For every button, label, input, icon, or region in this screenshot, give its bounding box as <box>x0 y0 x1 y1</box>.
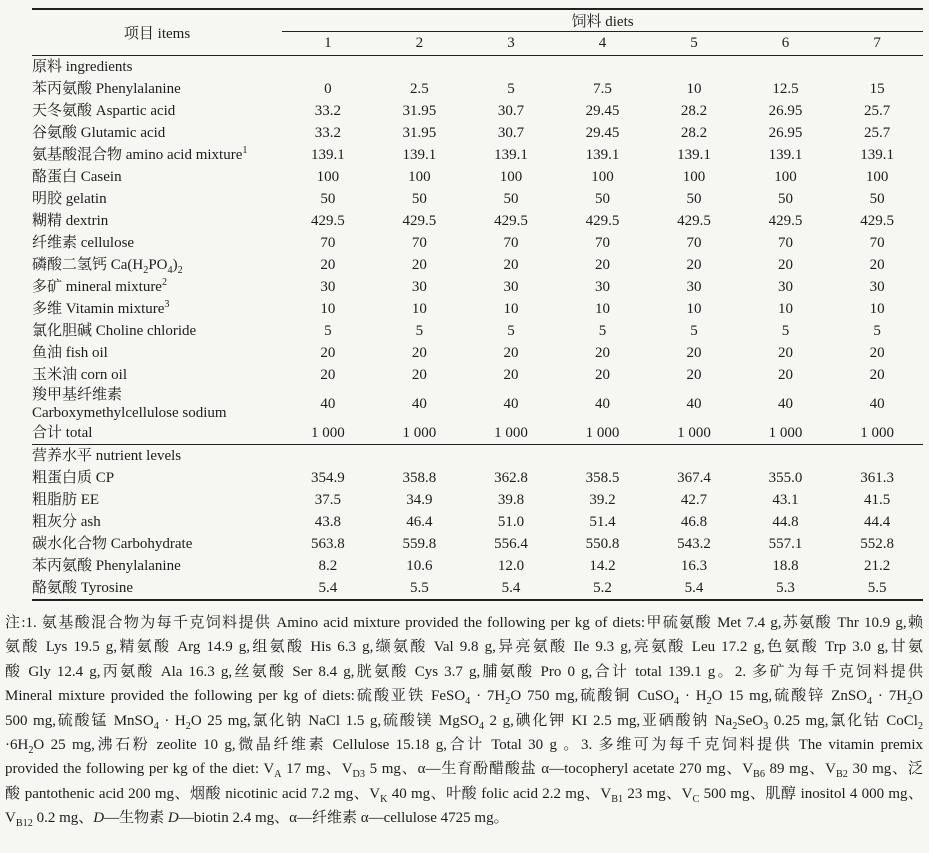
items-column-header: 项目 items <box>32 9 282 56</box>
cell-value: 5.5 <box>410 580 429 596</box>
row-label: 碳水化合物 Carbohydrate <box>32 536 193 552</box>
diet-column-header: 6 <box>740 32 832 56</box>
cell-value: 20 <box>411 345 427 361</box>
cell-value: 139.1 <box>860 147 895 163</box>
row-label: 玉米油 corn oil <box>32 367 127 383</box>
row-label: 多矿 mineral mixture$^2$ <box>32 277 168 295</box>
row-label: 氨基酸混合物 amino acid mixture$^1$ <box>32 145 248 163</box>
row-label: 羧甲基纤维素 Carboxymethylcellulose sodium <box>32 387 227 421</box>
cell-value: 1 000 <box>831 422 923 445</box>
diet-column-header: 3 <box>465 32 557 56</box>
cell-value: 8.2 <box>318 558 338 574</box>
row-label: 多维 Vitamin mixture$^3$ <box>32 299 170 317</box>
cell-value: 139.1 <box>494 147 528 163</box>
cell-value: 41.5 <box>864 492 891 508</box>
table-row <box>32 210 923 232</box>
cell-value: 5.4 <box>501 580 521 596</box>
cell-value: 39.8 <box>497 492 525 508</box>
footnote-line: 酸 Gly 12.4 g,丙氨酸 Ala 16.3 g,丝氨酸 Ser 8.4 g,胱氨酸 Cys 3.7 g,脯氨酸 Pro 0 g,合计 total 139.1 g。2. 多矿为每千克饲料提供 <box>5 663 923 680</box>
cell-value: 42.7 <box>680 492 708 508</box>
row-label: 谷氨酸 Glutamic acid <box>32 125 166 141</box>
cell-value: 12.5 <box>772 81 799 97</box>
section-title: 原料 ingredients <box>32 59 133 75</box>
cell-value: 362.8 <box>494 470 528 486</box>
cell-value: 139.1 <box>311 147 345 163</box>
cell-value: 40 <box>869 396 885 412</box>
table-row <box>32 467 923 489</box>
cell-value: 20 <box>778 345 794 361</box>
cell-value: 16.3 <box>680 558 708 574</box>
cell-value: 1 000 <box>648 422 740 445</box>
cell-value: 50 <box>778 191 794 207</box>
cell-value: 557.1 <box>768 536 803 552</box>
cell-value: 10 <box>686 301 702 317</box>
cell-value: 14.2 <box>589 558 616 574</box>
cell-value: 46.4 <box>406 514 433 530</box>
diet-column-header: 2 <box>374 32 466 56</box>
footnote-line: provided the following per kg of the diet: $V_A$ 17 mg、$V_{D3}$ 5 mg、α—生育酚醋酸盐 α—tocopheryl acetate 270 mg、$V_{B6}$ 89 mg、$V_{B2}$ 30 mg、泛 <box>5 761 923 781</box>
table-row <box>32 555 923 577</box>
cell-value: 70 <box>503 235 519 251</box>
diet-column-header: 1 <box>282 32 374 56</box>
cell-value: 139.1 <box>768 147 803 163</box>
cell-value: 70 <box>411 235 427 251</box>
table-row <box>32 166 923 188</box>
cell-value: 361.3 <box>860 470 895 486</box>
row-label: 酪蛋白 Casein <box>32 169 122 185</box>
cell-value: 559.8 <box>402 536 437 552</box>
cell-value: 429.5 <box>494 213 528 229</box>
diet-composition-table <box>32 8 923 601</box>
cell-value: 5 <box>873 323 881 339</box>
cell-value: 51.0 <box>497 514 525 530</box>
table-row <box>32 364 923 386</box>
cell-value: 33.2 <box>314 103 341 119</box>
cell-value: 10 <box>503 301 519 317</box>
cell-value: 20 <box>594 367 610 383</box>
cell-value: 5 <box>507 323 515 339</box>
row-label: 纤维素 cellulose <box>32 235 135 251</box>
footnote-line: $V_{B12}$ 0.2 mg、D—生物素 D—biotin 2.4 mg、α—纤维素 α—cellulose 4725 mg。 <box>5 810 509 830</box>
cell-value: 40 <box>594 396 610 412</box>
table-row <box>32 533 923 555</box>
table-row <box>32 144 923 166</box>
cell-value: 20 <box>320 367 336 383</box>
cell-value: 5.3 <box>776 580 795 596</box>
cell-value: 429.5 <box>585 213 620 229</box>
cell-value: 70 <box>320 235 336 251</box>
cell-value: 100 <box>316 169 340 185</box>
cell-value: 25.7 <box>864 103 891 119</box>
table-row <box>32 422 923 445</box>
cell-value: 50 <box>869 191 885 207</box>
cell-value: 5.2 <box>593 580 612 596</box>
cell-value: 20 <box>503 367 519 383</box>
row-label: 糊精 dextrin <box>32 213 109 229</box>
cell-value: 37.5 <box>314 492 341 508</box>
cell-value: 20 <box>686 257 702 273</box>
cell-value: 12.0 <box>497 558 525 574</box>
cell-value: 44.4 <box>864 514 891 530</box>
cell-value: 20 <box>411 367 427 383</box>
cell-value: 100 <box>865 169 889 185</box>
table-row <box>32 511 923 533</box>
cell-value: 40 <box>503 396 519 412</box>
cell-value: 1 000 <box>557 422 649 445</box>
cell-value: 10 <box>411 301 427 317</box>
cell-value: 20 <box>869 345 885 361</box>
cell-value: 30.7 <box>497 103 525 119</box>
row-label: 磷酸二氢钙 $Ca(H_2PO_4)_2$ <box>32 257 183 276</box>
cell-value: 10 <box>778 301 794 317</box>
footnote-line: 酸 pantothenic acid 200 mg、烟酸 nicotinic acid 7.2 mg、$V_K$ 40 mg、叶酸 folic acid 2.2 mg、$V_{B1}$ 23 mg、$V_C$ 500 mg、肌醇 inositol 4 000 mg、 <box>5 785 923 805</box>
cell-value: 10 <box>594 301 610 317</box>
cell-value: 20 <box>686 345 702 361</box>
row-label: 粗脂肪 EE <box>32 492 100 508</box>
cell-value: 139.1 <box>585 147 620 163</box>
row-label: 天冬氨酸 Aspartic acid <box>32 103 176 119</box>
row-label: 氯化胆碱 Choline chloride <box>32 323 197 339</box>
cell-value: 5 <box>324 323 332 339</box>
cell-value: 100 <box>682 169 706 185</box>
table-row <box>32 276 923 298</box>
cell-value: 5.4 <box>318 580 338 596</box>
cell-value: 0 <box>324 81 332 97</box>
cell-value: 429.5 <box>311 213 345 229</box>
cell-value: 50 <box>686 191 702 207</box>
cell-value: 355.0 <box>768 470 803 486</box>
table-footnotes <box>5 611 923 831</box>
cell-value: 100 <box>591 169 614 185</box>
cell-value: 139.1 <box>402 147 437 163</box>
cell-value: 429.5 <box>402 213 437 229</box>
cell-value: 40 <box>320 396 336 412</box>
cell-value: 20 <box>686 367 702 383</box>
cell-value: 139.1 <box>677 147 711 163</box>
section-title-row <box>32 56 923 79</box>
cell-value: 20 <box>869 257 885 273</box>
cell-value: 43.8 <box>314 514 341 530</box>
cell-value: 358.8 <box>402 470 437 486</box>
table-row <box>32 577 923 600</box>
table-row <box>32 122 923 144</box>
cell-value: 31.95 <box>402 125 437 141</box>
cell-value: 70 <box>686 235 702 251</box>
cell-value: 28.2 <box>680 125 708 141</box>
cell-value: 50 <box>594 191 610 207</box>
row-label: 苯丙氨酸 Phenylalanine <box>32 81 181 97</box>
cell-value: 31.95 <box>402 103 437 119</box>
cell-value: 20 <box>594 257 610 273</box>
cell-value: 5.4 <box>684 580 704 596</box>
cell-value: 1 000 <box>740 422 832 445</box>
cell-value: 40 <box>686 396 702 412</box>
footnote-line: 注:1. 氨基酸混合物为每千克饲料提供 Amino acid mixture provided the following per kg of diets:甲硫氨酸 Met 7.4 g,苏氨酸 Thr 10.9 g,赖 <box>5 615 923 631</box>
diets-group-header: 饲料 diets <box>282 9 923 32</box>
table-row <box>32 386 923 422</box>
row-label: 合计 total <box>32 422 282 445</box>
table-row <box>32 298 923 320</box>
row-label: 鱼油 fish oil <box>32 345 108 361</box>
cell-value: 34.9 <box>406 492 433 508</box>
cell-value: 30 <box>503 279 519 295</box>
cell-value: 100 <box>774 169 797 185</box>
cell-value: 33.2 <box>314 125 341 141</box>
table-row <box>32 489 923 511</box>
table-row <box>32 188 923 210</box>
cell-value: 44.8 <box>772 514 799 530</box>
cell-value: 5 <box>598 323 607 339</box>
cell-value: 70 <box>869 235 885 251</box>
cell-value: 26.95 <box>768 125 803 141</box>
cell-value: 70 <box>778 235 794 251</box>
row-label: 酪氨酸 Tyrosine <box>32 580 134 596</box>
cell-value: 25.7 <box>864 125 891 141</box>
cell-value: 429.5 <box>677 213 711 229</box>
table-row <box>32 254 923 276</box>
cell-value: 21.2 <box>864 558 891 574</box>
section-title: 营养水平 nutrient levels <box>32 448 182 464</box>
cell-value: 30 <box>778 279 794 295</box>
cell-value: 30 <box>869 279 885 295</box>
row-label: 粗灰分 ash <box>32 514 101 530</box>
cell-value: 100 <box>499 169 523 185</box>
diets-header-row <box>32 9 923 32</box>
cell-value: 20 <box>320 257 336 273</box>
cell-value: 10 <box>869 301 885 317</box>
cell-value: 30.7 <box>497 125 525 141</box>
footnote-line: Mineral mixture provided the following per kg of diets:硫酸亚铁 FeSO$_4$ · $7H_2O$ 750 mg,硫酸铜 CuSO$_4$ · $H_2O$ 15 mg,硫酸锌 ZnSO$_4$ · $7H_2O$ <box>5 688 924 708</box>
cell-value: 28.2 <box>680 103 708 119</box>
cell-value: 1 000 <box>465 422 557 445</box>
cell-value: 50 <box>320 191 336 207</box>
cell-value: 30 <box>594 279 610 295</box>
table-row <box>32 100 923 122</box>
footnote-line: $\cdot 6H_2O$ 25 mg,沸石粉 zeolite 10 g,微晶纤维素 Cellulose 15.18 g,合计 Total 30 g 。3. 多维可为每千克饲料提供 The vitamin premix <box>5 737 923 757</box>
cell-value: 20 <box>411 257 427 273</box>
cell-value: 20 <box>778 257 794 273</box>
cell-value: 46.8 <box>680 514 708 530</box>
cell-value: 7.5 <box>593 81 612 97</box>
cell-value: 10 <box>686 81 702 97</box>
cell-value: 543.2 <box>677 536 711 552</box>
diet-column-header: 4 <box>557 32 649 56</box>
cell-value: 30 <box>320 279 336 295</box>
cell-value: 2.5 <box>410 81 429 97</box>
footnote-line: 氨酸 Lys 19.5 g,精氨酸 Arg 14.9 g,组氨酸 His 6.3 g,缬氨酸 Val 9.8 g,异亮氨酸 Ile 9.3 g,亮氨酸 Leu 17.2 g,色氨酸 Trp 3.0 g,甘氨 <box>5 639 923 656</box>
cell-value: 29.45 <box>585 103 620 119</box>
cell-value: 51.4 <box>589 514 616 530</box>
cell-value: 5.5 <box>867 580 887 596</box>
cell-value: 354.9 <box>311 470 345 486</box>
cell-value: 20 <box>594 345 610 361</box>
cell-value: 5 <box>507 81 515 97</box>
footnote-line: 500 mg,硫酸锰 MnSO$_4$ · $H_2O$ 25 mg,氯化钠 NaCl 1.5 g,硫酸镁 MgSO$_4$ 2 g,碘化钾 KI 2.5 mg,亚硒酸钠 $Na_2SeO_3$ 0.25 mg,氯化钴 CoCl$_2$ <box>5 712 923 732</box>
table-row <box>32 78 923 100</box>
diet-column-header: 7 <box>831 32 923 56</box>
cell-value: 20 <box>503 257 519 273</box>
cell-value: 563.8 <box>311 536 345 552</box>
cell-value: 10.6 <box>406 558 433 574</box>
cell-value: 40 <box>411 396 427 412</box>
cell-value: 40 <box>778 396 794 412</box>
cell-value: 552.8 <box>860 536 895 552</box>
cell-value: 10 <box>320 301 336 317</box>
cell-value: 30 <box>686 279 702 295</box>
cell-value: 70 <box>594 235 610 251</box>
cell-value: 29.45 <box>585 125 620 141</box>
cell-value: 18.8 <box>772 558 799 574</box>
cell-value: 20 <box>503 345 519 361</box>
table-row <box>32 320 923 342</box>
cell-value: 30 <box>411 279 427 295</box>
cell-value: 5 <box>690 323 698 339</box>
cell-value: 358.5 <box>585 470 620 486</box>
cell-value: 1 000 <box>282 422 374 445</box>
cell-value: 20 <box>869 367 885 383</box>
row-label: 苯丙氨酸 Phenylalanine <box>32 558 181 574</box>
section-title-row <box>32 445 923 468</box>
cell-value: 5 <box>415 323 424 339</box>
cell-value: 100 <box>408 169 431 185</box>
cell-value: 50 <box>411 191 427 207</box>
cell-value: 43.1 <box>772 492 799 508</box>
diet-column-header: 5 <box>648 32 740 56</box>
cell-value: 15 <box>869 81 885 97</box>
cell-value: 1 000 <box>374 422 466 445</box>
cell-value: 39.2 <box>589 492 616 508</box>
cell-value: 20 <box>320 345 336 361</box>
table-row <box>32 232 923 254</box>
cell-value: 556.4 <box>494 536 528 552</box>
cell-value: 429.5 <box>860 213 895 229</box>
row-label: 粗蛋白质 CP <box>32 470 115 486</box>
cell-value: 26.95 <box>768 103 803 119</box>
table-row <box>32 342 923 364</box>
row-label: 明胶 gelatin <box>32 191 107 207</box>
cell-value: 20 <box>778 367 794 383</box>
cell-value: 5 <box>781 323 790 339</box>
cell-value: 50 <box>503 191 519 207</box>
table-body <box>32 56 923 601</box>
cell-value: 550.8 <box>585 536 620 552</box>
cell-value: 429.5 <box>768 213 803 229</box>
cell-value: 367.4 <box>677 470 711 486</box>
